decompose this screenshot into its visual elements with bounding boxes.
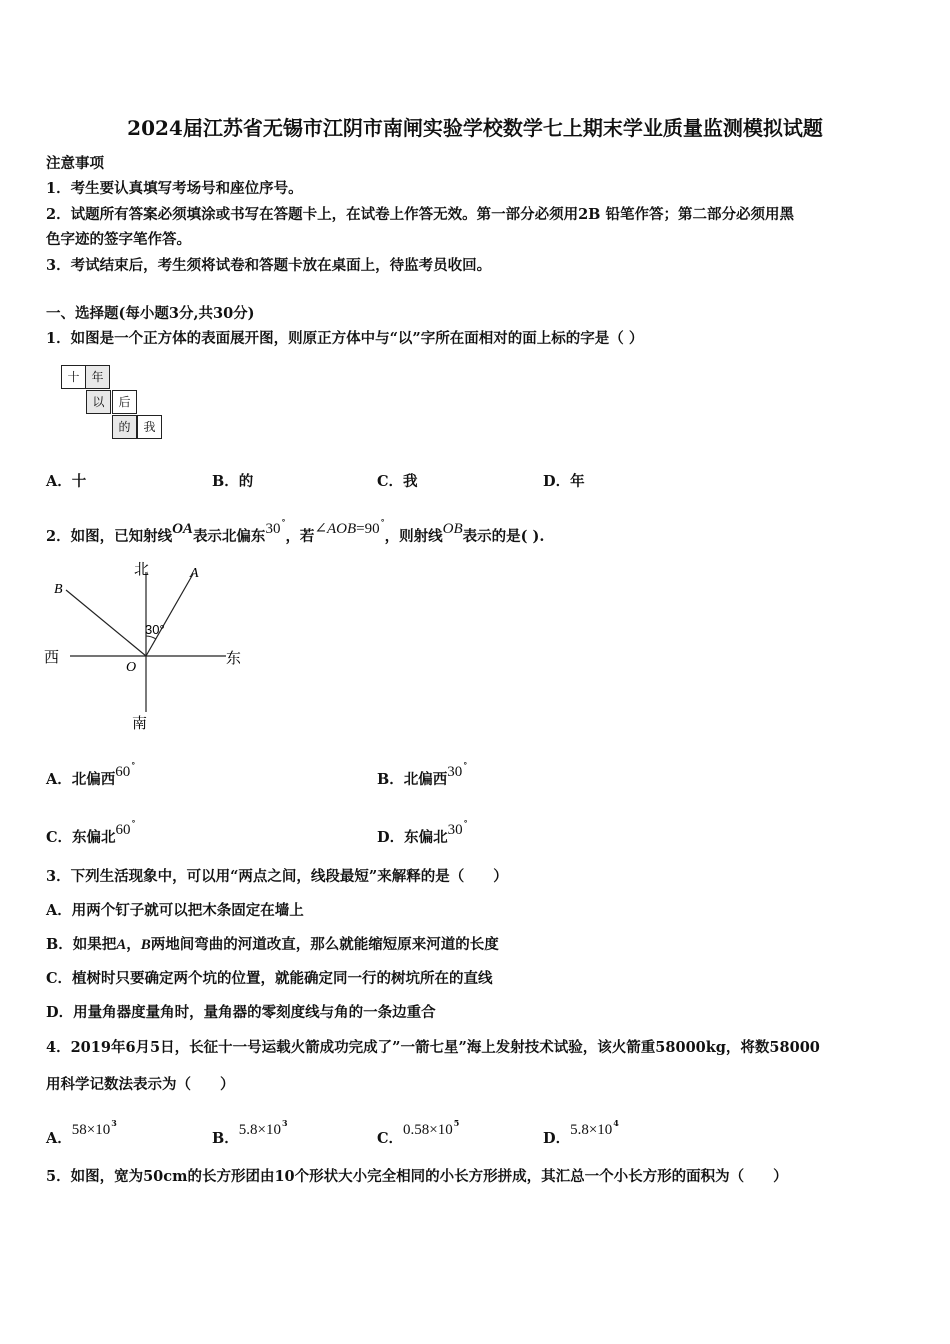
ray-ob bbox=[66, 590, 146, 656]
q4-option-a-base: 58×10 bbox=[71, 1122, 111, 1138]
label-angle-30: 30° bbox=[145, 622, 165, 637]
q4-option-d-label: D． bbox=[543, 1130, 571, 1147]
q2-ray-ob: OB bbox=[442, 521, 463, 537]
q1-option-a[interactable]: A．十 bbox=[46, 473, 87, 490]
q2-option-d-value: 30 bbox=[447, 822, 463, 838]
q3-point-b: B bbox=[140, 937, 151, 953]
q2-stem bbox=[46, 517, 544, 546]
notice-item-1: 1．考生要认真填写考场号和座位序号。 bbox=[46, 180, 303, 197]
q2-ray-oa: OA bbox=[172, 521, 193, 537]
notice-heading: 注意事项 bbox=[46, 155, 104, 172]
q1-option-b[interactable]: B．的 bbox=[212, 473, 254, 490]
q4-option-b-exp: 3 bbox=[281, 1118, 288, 1128]
notice-item-2-cont: 色字迹的签字笔作答。 bbox=[46, 231, 191, 248]
q2-option-d-deg: ° bbox=[463, 818, 468, 828]
q2-angle-eq: =90 bbox=[356, 521, 380, 537]
net-cell-nian: 年 bbox=[85, 365, 110, 389]
label-point-b: B bbox=[54, 582, 63, 597]
q4-option-b-base: 5.8×10 bbox=[238, 1122, 281, 1138]
direction-diagram bbox=[40, 552, 260, 737]
q2-option-a-value: 60 bbox=[115, 764, 131, 780]
q1-option-c[interactable]: C．我 bbox=[377, 473, 418, 490]
q2-text-5: 表示的是( ). bbox=[462, 528, 545, 545]
label-west: 西 bbox=[44, 648, 60, 666]
q4-option-b-label: B． bbox=[212, 1130, 239, 1147]
q5-stem: 5．如图，宽为50cm的长方形团由10个形状大小完全相同的小长方形拼成，其汇总一个小长方形的面积为（ ） bbox=[46, 1168, 788, 1185]
notice-item-2: 2．试题所有答案必须填涂或书写在答题卡上，在试卷上作答无效。第一部分必须用2B 铅笔作答；第二部分必须用黑 bbox=[46, 206, 794, 223]
q4-option-c[interactable] bbox=[377, 1118, 459, 1148]
q2-option-c-label: C．东偏北 bbox=[46, 829, 116, 846]
q4-option-d[interactable] bbox=[543, 1118, 619, 1148]
ray-oa bbox=[146, 574, 193, 656]
q4-option-a-exp: 3 bbox=[111, 1118, 117, 1128]
label-north: 北 bbox=[134, 560, 150, 578]
q4-option-c-label: C． bbox=[377, 1130, 404, 1147]
q2-text-3: ，若 bbox=[285, 528, 315, 545]
label-south: 南 bbox=[132, 714, 148, 732]
q2-deg-30: 30 bbox=[265, 521, 281, 537]
q3-option-b-text-1: B．如果把 bbox=[46, 936, 117, 953]
q2-option-b-deg: ° bbox=[463, 760, 468, 770]
q4-stem-line-2: 用科学记数法表示为（ ） bbox=[46, 1076, 235, 1093]
net-cell-hou: 后 bbox=[112, 390, 137, 414]
label-point-a: A bbox=[190, 566, 199, 581]
q3-stem: 3．下列生活现象中，可以用“两点之间，线段最短”来解释的是（ ） bbox=[46, 868, 508, 885]
q2-option-a-label: A．北偏西 bbox=[46, 771, 116, 788]
q4-option-c-exp: 5 bbox=[453, 1118, 460, 1128]
q4-option-c-base: 0.58×10 bbox=[403, 1122, 453, 1138]
q2-text-4: ，则射线 bbox=[384, 528, 443, 545]
q4-option-b[interactable] bbox=[212, 1118, 288, 1148]
section-heading: 一、选择题(每小题3分,共30分) bbox=[46, 305, 255, 322]
net-cell-yi: 以 bbox=[86, 390, 111, 414]
q3-option-c[interactable]: C．植树时只要确定两个坑的位置，就能确定同一行的树坑所在的直线 bbox=[46, 970, 493, 987]
label-east: 东 bbox=[226, 649, 242, 667]
q4-option-a-label: A． bbox=[46, 1130, 72, 1147]
q2-option-a[interactable] bbox=[46, 760, 135, 789]
q2-option-b[interactable] bbox=[377, 760, 467, 789]
q2-option-b-value: 30 bbox=[447, 764, 463, 780]
q2-text-1: 2．如图，已知射线 bbox=[46, 528, 173, 545]
q2-deg-sign: ° bbox=[281, 517, 286, 527]
q2-option-c[interactable] bbox=[46, 818, 136, 847]
q3-option-b[interactable] bbox=[46, 933, 499, 954]
q4-stem-line-1: 4．2019年6月5日，长征十一号运载火箭成功完成了”一箭七星”海上发射技术试验，该火箭重58000kg，将数58000 bbox=[46, 1039, 820, 1056]
q2-text-2: 表示北偏东 bbox=[192, 528, 266, 545]
q3-point-a: A bbox=[116, 937, 127, 953]
q1-option-d[interactable]: D．年 bbox=[543, 473, 585, 490]
q2-angle-aob: ∠AOB bbox=[314, 521, 357, 537]
q2-option-d[interactable] bbox=[377, 818, 468, 847]
q2-option-c-value: 60 bbox=[115, 822, 131, 838]
q3-option-b-text-2: 两地间弯曲的河道改直，那么就能缩短原来河道的长度 bbox=[150, 936, 499, 953]
q2-deg-sign-2: ° bbox=[380, 517, 385, 527]
q2-option-a-deg: ° bbox=[131, 760, 136, 770]
page-title: 2024届江苏省无锡市江阴市南闸实验学校数学七上期末学业质量监测模拟试题 bbox=[127, 116, 823, 140]
q2-option-d-label: D．东偏北 bbox=[377, 829, 448, 846]
q1-stem: 1．如图是一个正方体的表面展开图，则原正方体中与“以”字所在面相对的面上标的字是（ ） bbox=[46, 330, 644, 347]
net-cell-de: 的 bbox=[112, 415, 137, 439]
q3-comma: ， bbox=[126, 936, 141, 953]
q3-option-a[interactable]: A．用两个钉子就可以把木条固定在墙上 bbox=[46, 902, 304, 919]
net-cell-shi: 十 bbox=[61, 365, 86, 389]
q3-option-d[interactable]: D．用量角器度量角时，量角器的零刻度线与角的一条边重合 bbox=[46, 1004, 436, 1021]
q4-option-d-exp: 4 bbox=[613, 1118, 619, 1128]
net-cell-wo: 我 bbox=[137, 415, 162, 439]
q2-option-b-label: B．北偏西 bbox=[377, 771, 448, 788]
q4-option-d-base: 5.8×10 bbox=[570, 1122, 613, 1138]
q2-option-c-deg: ° bbox=[131, 818, 136, 828]
q4-option-a[interactable] bbox=[46, 1118, 117, 1148]
notice-item-3: 3．考试结束后，考生须将试卷和答题卡放在桌面上，待监考员收回。 bbox=[46, 257, 492, 274]
label-point-o: O bbox=[126, 660, 137, 675]
